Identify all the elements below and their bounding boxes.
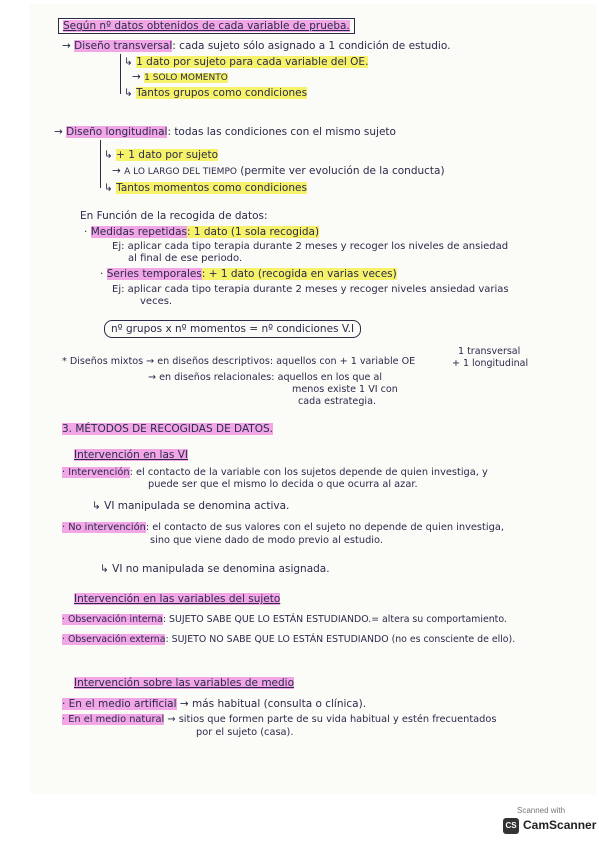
transversal-line: → Diseño transversal: cada sujeto sólo asignado a 1 condición de estudio. [62,40,451,52]
series-value: : + 1 dato (recogida en varias veces) [201,268,397,280]
transversal-b1-text: 1 dato por sujeto para cada variable del OE. [136,56,369,68]
transversal-b1: ↳ 1 dato por sujeto para cada variable del OE. [124,56,369,68]
formula-text: nº grupos x nº momentos = nº condiciones V.I [111,323,355,335]
camscanner-badge [503,806,597,840]
recogida-title: En Función de la recogida de datos: [80,210,268,222]
intervencion-label: · Intervención [62,467,130,478]
medidas-value: : 1 dato (1 sola recogida) [186,226,320,238]
intervencion-vi-activa: ↳ VI manipulada se denomina activa. [92,500,290,512]
section-3-title [62,423,273,435]
obs-externa-label: · Observación externa [62,634,166,645]
no-intervencion-vi-asignada: ↳ VI no manipulada se denomina asignada. [100,563,330,575]
longitudinal-desc: : todas las condiciones con el mismo sujeto [167,126,396,138]
longitudinal-b1-text: + 1 dato por sujeto [116,149,219,161]
longitudinal-b1: ↳ + 1 dato por sujeto [104,149,219,161]
intervencion-vi-title [74,449,188,461]
medio-natural-line-2: por el sujeto (casa). [196,727,294,738]
ejemplo-1b: al final de ese periodo. [128,253,243,264]
obs-externa-desc: : SUJETO NO SABE QUE LO ESTÁN ESTUDIANDO (no es consciente de ello). [165,634,516,645]
no-intervencion-desc: : el contacto de sus valores con el sujeto no depende de quien investiga, [145,522,504,533]
ejemplo-2a: Ej: aplicar cada tipo terapia durante 2 meses y recoger niveles ansiedad varias [112,284,509,295]
transversal-b3: ↳ Tantos grupos como condiciones [124,87,308,99]
longitudinal-title: Diseño longitudinal [66,126,168,138]
intervencion-sujeto-text: Intervención en las variables del sujeto [74,593,281,605]
transversal-desc: : cada sujeto sólo asignado a 1 condición de estudio. [172,40,451,52]
ejemplo-1a: Ej: aplicar cada tipo terapia durante 2 meses y recoger los niveles de ansiedad [112,241,509,252]
medio-natural-desc: → sitios que formen parte de su vida habitual y estén frecuentados [167,714,497,725]
medidas-label: Medidas repetidas [90,226,187,238]
transversal-b2: → 1 SOLO MOMENTO [132,71,228,83]
obs-interna-desc: : SUJETO SABE QUE LO ESTÁN ESTUDIANDO.= altera su comportamiento. [162,614,507,625]
medio-artificial-label: · En el medio artificial [62,698,177,710]
obs-interna-label: · Observación interna [62,614,163,625]
longitudinal-b3: ↳ Tantos momentos como condiciones [104,182,307,194]
camscanner-logo-icon: CS [503,818,519,834]
transversal-title: Diseño transversal [74,40,173,52]
mixtos-r2: + 1 longitudinal [452,358,529,369]
header-text: Según nº datos obtenidos de cada variable de prueba. [63,20,350,32]
intervencion-line-2: puede ser que el mismo lo decida o que ocurra al azar. [148,479,418,490]
intervencion-medio-text: Intervención sobre las variables de medio [74,677,295,689]
intervencion-sujeto-title [74,593,280,605]
medio-artificial-desc: → más habitual (consulta o clínica). [179,698,367,710]
longitudinal-b3-text: Tantos momentos como condiciones [116,182,307,194]
scanned-with-text: Scanned with [517,806,566,815]
medio-natural-label: · En el medio natural [62,714,165,725]
mixtos-r1: 1 transversal [458,346,521,357]
longitudinal-b2a-text: A LO LARGO DEL TIEMPO [124,167,237,177]
observacion-externa [62,634,515,646]
transversal-b3-text: Tantos grupos como condiciones [136,87,308,99]
no-intervencion-line-2: sino que viene dado de modo previo al estudio. [150,535,383,546]
longitudinal-b2b-text: (permite ver evolución de la conducta) [240,165,445,177]
medio-natural [62,714,497,726]
bracket-vertical-2 [100,140,101,188]
bracket-vertical [120,54,121,94]
no-intervencion-label: · No intervención [62,522,146,533]
mixtos-l1: * Diseños mixtos → en diseños descriptivos: aquellos con + 1 variable OE [62,356,416,367]
medio-artificial [62,698,366,710]
ejemplo-2b: veces. [140,296,173,307]
intervencion-medio-title [74,677,294,689]
camscanner-text: CamScanner [523,818,597,832]
formula-box [104,320,361,338]
intervencion-desc: : el contacto de la variable con los sujetos depende de quien investiga, y [129,467,488,478]
series-line: · Series temporales: + 1 dato (recogida en varias veces) [100,268,397,280]
intervencion-line [62,467,488,479]
longitudinal-line: → Diseño longitudinal: todas las condiciones con el mismo sujeto [54,126,396,138]
mixtos-l3: menos existe 1 VI con [292,384,398,395]
longitudinal-b2: → A LO LARGO DEL TIEMPO (permite ver evolución de la conducta) [112,165,445,177]
mixtos-l2: → en diseños relacionales: aquellos en los que al [148,372,383,383]
observacion-interna [62,614,507,626]
asignada-text: VI no manipulada se denomina asignada. [112,563,330,575]
no-intervencion-line [62,522,504,534]
transversal-b2-text: 1 SOLO MOMENTO [144,73,228,83]
header-title [58,18,355,34]
section-3-text: 3. MÉTODOS DE RECOGIDAS DE DATOS. [62,423,273,435]
activa-text: VI manipulada se denomina activa. [104,500,290,512]
medidas-line: · Medidas repetidas: 1 dato (1 sola recogida) [84,226,320,238]
intervencion-vi-text: Intervención en las VI [74,449,188,461]
series-label: Series temporales [106,268,202,280]
mixtos-l4: cada estrategia. [298,396,377,407]
